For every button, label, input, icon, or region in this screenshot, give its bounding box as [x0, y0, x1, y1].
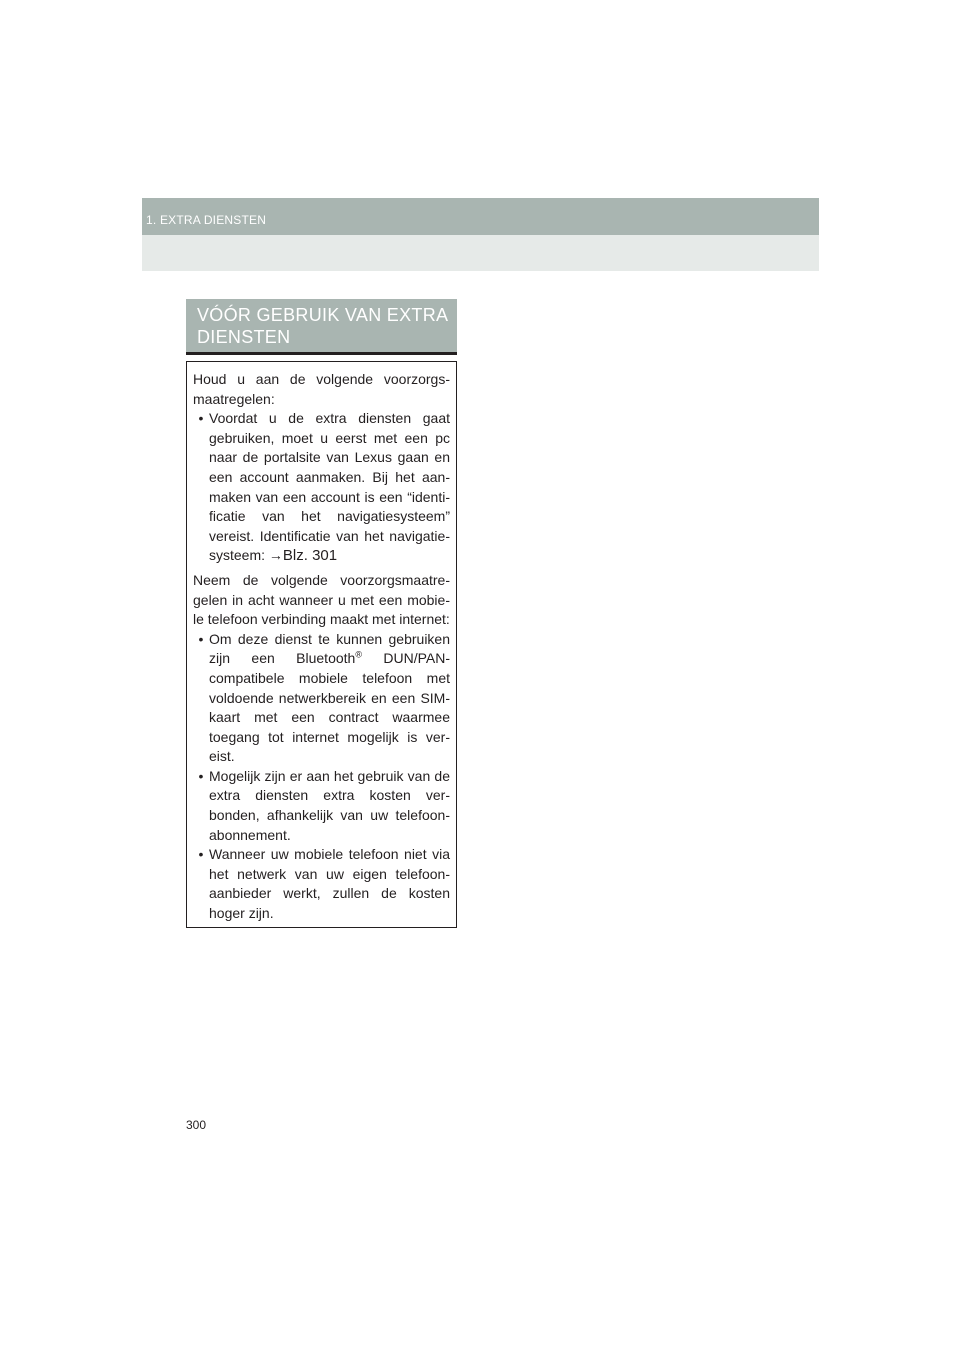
bullet-text: Wanneer uw mobiele telefoon niet via het netwerk van uw eigen telefoon-aanbieder werkt, zullen de kosten hoger zijn.: [209, 846, 450, 922]
bullet-list-1: [193, 409, 450, 566]
bullet-glyph: •: [198, 630, 204, 647]
bullet-text: Om deze dienst te kunnen gebruiken zijn een Bluetooth: [209, 630, 450, 667]
bullet-text-cont: DUN/PAN-compatibele mobiele telefoon met voldoende netwerkbereik en een SIM-kaart met een contract waarmee toegang tot internet mogelijk is ver-eist.: [209, 650, 450, 765]
intro-paragraph-2: Neem de volgende voorzorgsmaatre-gelen in acht wanneer u met een mobie-le telefoon verbinding maakt met internet:: [193, 571, 450, 628]
header-sub-band: [142, 235, 819, 271]
bullet-glyph: •: [198, 767, 204, 784]
intro-paragraph-1: Houd u aan de volgende voorzorgs-maatregelen:: [193, 371, 450, 407]
bullet-text: Voordat u de extra diensten gaat gebruiken, moet u eerst met een pc naar de portalsite van Lexus gaan en een account aanmaken. Bij het aan-maken van een account is een “identi-ficatie van het navigatiesysteem” vereist. Identificatie van het navigatie-systeem:: [209, 410, 450, 564]
section-title-box: [186, 299, 457, 355]
page-reference-link[interactable]: Blz. 301: [282, 547, 338, 565]
precautions-box: [186, 361, 457, 928]
list-item: [193, 409, 450, 566]
section-title: VÓÓR GEBRUIK VAN EXTRA DIENSTEN: [197, 305, 448, 347]
list-item: [193, 767, 450, 845]
bullet-glyph: •: [198, 410, 204, 427]
list-item: [193, 630, 450, 767]
bullet-glyph: •: [198, 846, 204, 863]
list-item: [193, 845, 450, 923]
section-label: 1. EXTRA DIENSTEN: [146, 213, 267, 227]
page-number: 300: [186, 1118, 207, 1132]
bullet-text: Mogelijk zijn er aan het gebruik van de extra diensten extra kosten ver-bonden, afhankelijk van uw telefoon-abonnement.: [209, 767, 450, 843]
arrow-icon: →: [268, 547, 283, 564]
bullet-list-2: [193, 630, 450, 924]
registered-mark: ®: [355, 649, 362, 660]
